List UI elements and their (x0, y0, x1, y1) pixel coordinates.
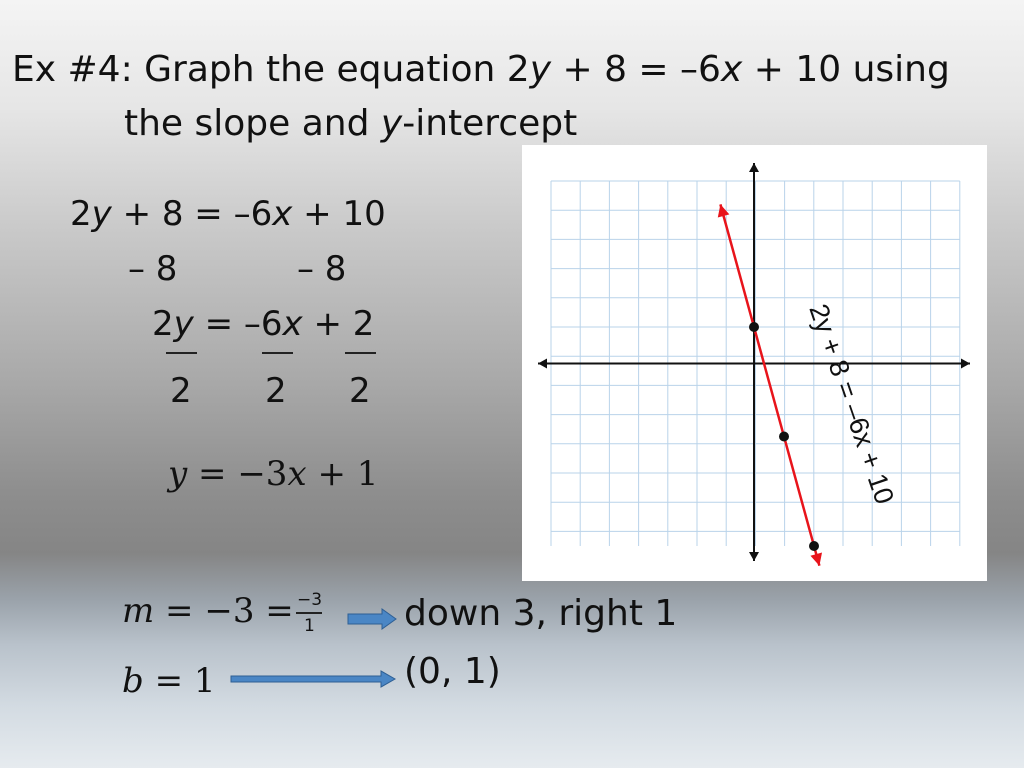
slope-fraction-numerator: −3 (297, 590, 323, 610)
graph-panel (522, 145, 987, 581)
y-axis-arrow-down-icon (749, 552, 759, 561)
eq-text: + 1 (306, 454, 379, 494)
title-line-1 (12, 49, 950, 90)
line-equation-label: 2y + 8 = –6x + 10 (803, 300, 900, 508)
title-text: -intercept (402, 103, 578, 144)
y-axis-arrow-up-icon (749, 163, 759, 172)
eq-text: = –6 (193, 304, 283, 344)
title-text: Ex #4: Graph the equation 2 (12, 49, 530, 90)
slope-description: down 3, right 1 (404, 593, 678, 634)
title-text: + 10 using (742, 49, 950, 90)
title-text: + 8 = –6 (551, 49, 721, 90)
plotted-point (809, 541, 819, 551)
eq-var-y: y (168, 454, 188, 494)
divisor-2: 2 (265, 371, 287, 411)
eq-var-x: x (272, 194, 293, 234)
eq-text: = −3 (187, 454, 288, 494)
plotted-point (779, 432, 789, 442)
line-arrow-end-icon (810, 553, 822, 566)
divisor-1: 2 (170, 371, 192, 411)
slope-fraction-denominator: 1 (304, 616, 315, 636)
eq-text: 2 (70, 194, 92, 234)
eq-var-x: x (287, 454, 307, 494)
x-axis-arrow-right-icon (961, 359, 970, 369)
slope-var-m: m (122, 591, 155, 631)
title-line-2 (124, 103, 578, 144)
slope-fraction-bar (296, 612, 322, 614)
divisor-3: 2 (349, 371, 371, 411)
equation-simplified (152, 304, 375, 344)
intercept-text: = 1 (143, 661, 216, 701)
slope-intercept-form (168, 454, 379, 494)
intercept-point: (0, 1) (404, 651, 501, 692)
eq-text: + 2 (302, 304, 375, 344)
equation-original (70, 194, 386, 234)
title-var-y: y (529, 49, 552, 90)
subtract-right: – 8 (297, 249, 347, 289)
fraction-bar-2 (262, 352, 293, 354)
title-text: the slope and (124, 103, 381, 144)
fraction-bar-1 (166, 352, 197, 354)
title-var-y: y (380, 103, 403, 144)
subtract-left: – 8 (128, 249, 178, 289)
x-axis-arrow-left-icon (538, 359, 547, 369)
eq-var-y: y (91, 194, 112, 234)
title-var-x: x (720, 49, 743, 90)
plotted-point (749, 322, 759, 332)
eq-var-y: y (173, 304, 194, 344)
slope-text: = −3 = (154, 591, 294, 631)
line-arrow-start-icon (718, 204, 730, 217)
eq-var-x: x (282, 304, 303, 344)
intercept-arrow-icon (229, 670, 397, 688)
eq-text: + 10 (292, 194, 386, 234)
intercept-var-b: b (122, 661, 144, 701)
fraction-bar-3 (345, 352, 376, 354)
slope-arrow-icon (346, 608, 398, 630)
intercept-value (122, 661, 216, 701)
eq-text: + 8 = –6 (111, 194, 273, 234)
coordinate-graph (522, 145, 987, 581)
eq-text: 2 (152, 304, 174, 344)
slope-value (122, 591, 294, 631)
